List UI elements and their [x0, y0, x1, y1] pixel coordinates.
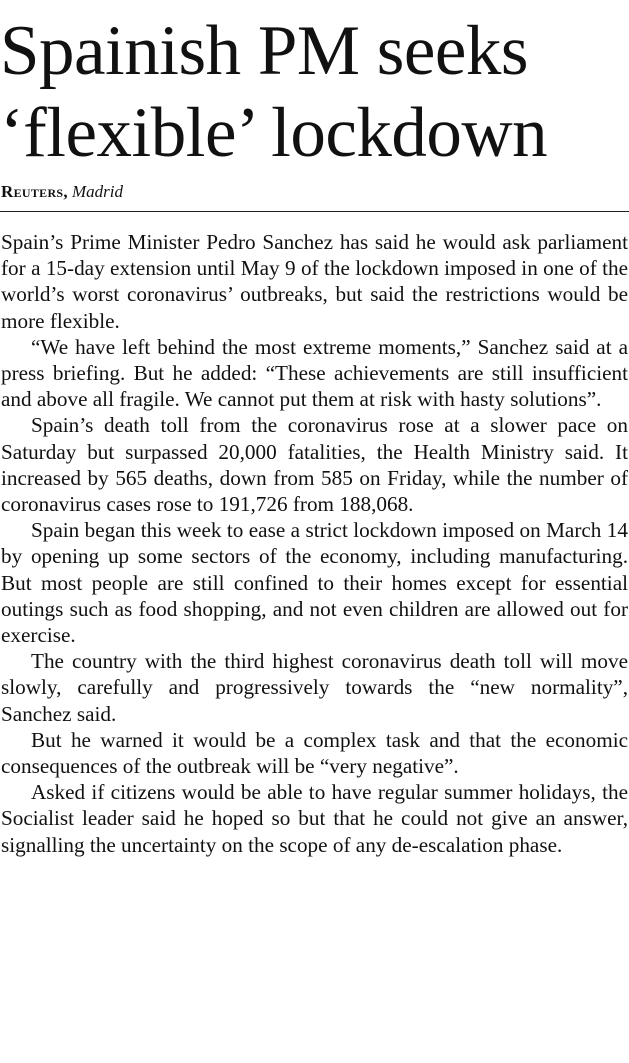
article-paragraph: Spain’s death toll from the coronavirus rose at a slower pace on Saturday but surpassed 20,000 fatalities, the Health Ministry said. It increased by 565 deaths, down from 585 on Friday, while the number of coronavirus cases rose to 191,726 from 188,068.	[1, 413, 628, 517]
headline-line-1: Spainish PM seeks	[0, 12, 528, 90]
article-body	[1, 229, 628, 858]
article-paragraph: “We have left behind the most extreme moments,” Sanchez said at a press briefing. But he added: “These achievements are still insufficient and above all fragile. We cannot put them at risk with hasty solutions”.	[1, 334, 628, 412]
article-paragraph: Asked if citizens would be able to have regular summer holidays, the Socialist leader said he hoped so but that he could not give an answer, signalling the uncertainty on the scope of any de-escalation phase.	[1, 780, 628, 857]
article-paragraph: Spain began this week to ease a strict lockdown imposed on March 14 by opening up some sectors of the economy, including manufacturing. But most people are still confined to their homes except for essential outings such as food shopping, and not even children are allowed out for exercise.	[1, 518, 628, 648]
byline-agency: Reuters,	[1, 182, 68, 201]
byline-divider	[0, 211, 629, 212]
byline-place: Madrid	[71, 182, 123, 201]
article-paragraph: But he warned it would be a complex task and that the economic consequences of the outbreak will be “very negative”.	[1, 727, 628, 779]
article-paragraph: Spain’s Prime Minister Pedro Sanchez has said he would ask parliament for a 15-day extension until May 9 of the lockdown imposed in one of the world’s worst coronavirus’ outbreaks, but said the restrictions would be more flexible.	[1, 230, 628, 333]
byline	[1, 181, 123, 203]
headline-line-2: ‘flexible’ lockdown	[0, 94, 548, 172]
article-paragraph: The country with the third highest coronavirus death toll will move slowly, carefully and progressively towards the “new normality”, Sanchez said.	[1, 649, 628, 726]
headline	[0, 10, 629, 174]
